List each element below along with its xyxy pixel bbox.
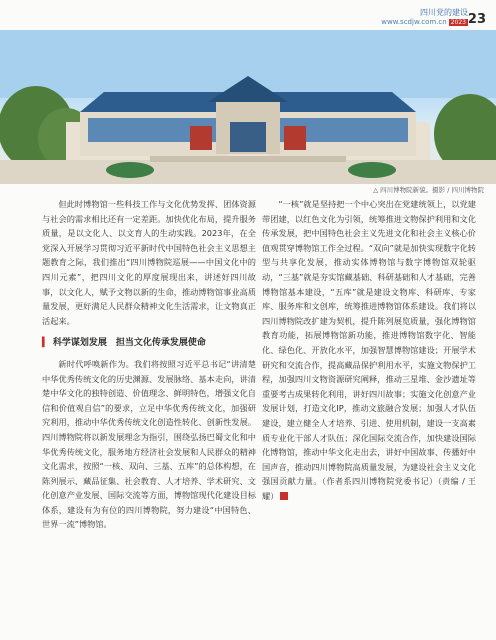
- magazine-url-line: [381, 18, 468, 27]
- museum-photo: [0, 30, 496, 184]
- magazine-url[interactable]: www.scdjw.com.cn: [381, 18, 447, 26]
- heading-marker: ▍: [42, 338, 49, 349]
- section-heading: [42, 336, 256, 351]
- left-roof: [80, 92, 228, 112]
- right-roof: [268, 92, 416, 112]
- right-body-paragraph: [262, 197, 476, 503]
- plaza: [0, 160, 496, 184]
- body-paragraph: 新时代呼唤新作为。我们将按照习近平总书记“讲清楚中华优秀传统文化的历史渊源、发展脉络、基本走向，讲清楚中华文化的独特创造、价值理念、鲜明特色，增强文化自信和价值观自信”的要求，立足中华优秀传统文化，加强研究利用，推动中华优秀传统文化创造性转化、创新性发展。四川博物院将以新发展理念为指引，围绕弘扬巴蜀文化和中华优秀传统文化，服务地方经济社会发展和人民群众的精神文化需求，按照“一核、双向、三基、五库”的总体构想，在陈列展示、藏品征集、社会教育、人才培养、学术研究、文化创意产业发展、国际交流等方面，博物馆现代化建设目标体系，建设有为有位的四川博物院，努力建设“中国特色、世界一流”博物馆。: [42, 358, 256, 530]
- section-heading-text: 科学谋划发展 担当文化传承发展使命: [52, 338, 206, 349]
- end-of-article-icon: [280, 492, 288, 500]
- left-column: [42, 197, 256, 532]
- issue-year: 2023: [450, 19, 466, 26]
- masthead: [381, 8, 468, 27]
- steps: [150, 156, 346, 162]
- photo-caption: △ 四川博物院新貌。摄影 / 四川博物院: [373, 186, 484, 194]
- intro-paragraph: 但此时博物馆一些科技工作与文化优势发挥、团体资源与社会的需求相比还有一定差距。加快优化布局，提升服务质量，是以文化人、以文育人的生动实践。2023年，在全党深入开展学习贯彻习近平新时代中国特色社会主义思想主题教育之际，我们推出“四川博物院巡展——中国文化中的四川元素”，把四川文化的厚度展现出来，讲述好四川故事，以文化人，赋予文物以新的生命，推动博物馆事业高质量发展，更好满足人民群众精神文化生活需求，让文物真正活起来。: [42, 199, 256, 326]
- banner-right: [284, 126, 306, 150]
- banner-left: [190, 126, 212, 150]
- museum-building-illustration: [0, 30, 496, 184]
- page-number: 23: [467, 12, 486, 27]
- right-body-text: “一核”就是坚持把一个中心突出在党建统领上，以党建带团建，以红色文化为引领，统筹推进文物保护利用和文化传承发展，把中国特色社会主义先进文化和社会主义核心价值观贯穿博物馆工作全过程。“双向”就是加快实现数字化转型与共享化发展，推动实体博物馆与数字博物馆双轮驱动，“三基”就是夯实馆藏基础、科研基础和人才基础，完善博物馆基本建设，“五库”就是建设文物库、科研库、专家库、服务库和文创库，统筹推进博物馆体系建设。我们将以四川博物院改扩建为契机，提升陈列展览质量，强化博物馆教育功能，拓展博物馆新功能，推进博物馆数字化、智能化、绿色化、开放化水平，加强智慧博物馆建设；开展学术研究和交流合作，提高藏品保护利用水平，实施文物保护工程，加强四川文物资源研究阐释，推动三星堆、金沙遗址等重要考古成果转化利用，讲好四川故事；实施文化创意产业发展计划，打造文化IP，推动文旅融合发展；加强人才队伍建设，建立健全人才培养、引进、使用机制，建设一支高素质专业化干部人才队伍；深化国际交流合作，加快建设国际化博物馆，推动中华文化走出去，讲好中国故事、传播好中国声音，推动四川博物院高质量发展，为建设社会主义文化强国贡献力量。（作者系四川博物院党委书记）（责编 / 王耀）: [262, 199, 476, 501]
- entrance: [230, 122, 266, 152]
- right-column: [262, 197, 476, 503]
- hedge-right: [348, 162, 396, 178]
- hedge-left: [106, 162, 154, 178]
- magazine-title: 四川党的建设: [420, 8, 468, 17]
